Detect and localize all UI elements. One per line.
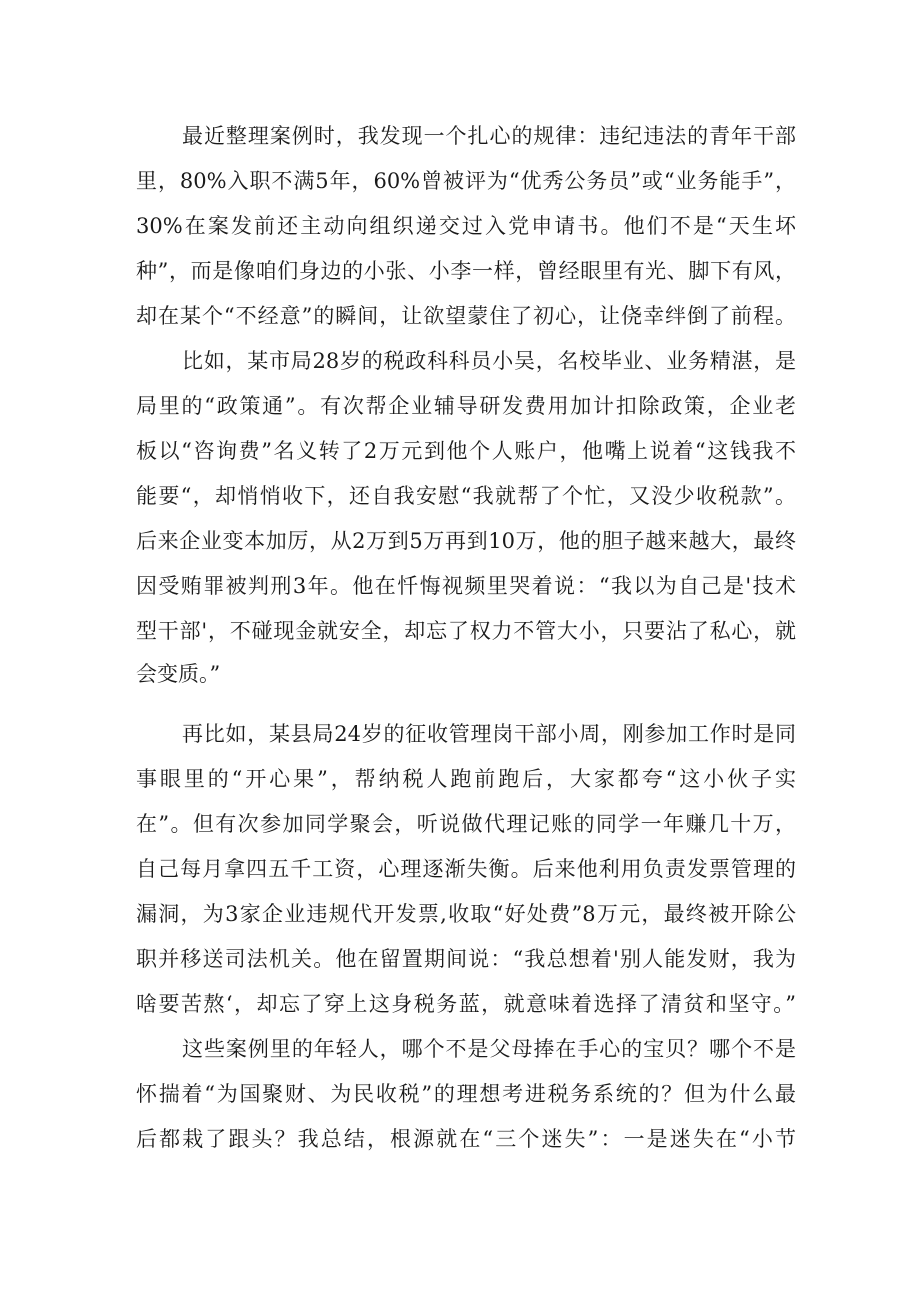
text-line: 局里的“政策通”。有次帮企业辅导研发费用加计扣除政策，企业老 [136, 394, 796, 418]
text-line: 再比如，某县局24岁的征收管理岗干部小周，刚参加工作时是同 [182, 722, 796, 746]
text-line: 漏洞，为3家企业违规代开发票,收取“好处费”8万元，最终被开除公 [136, 902, 796, 926]
text-line: 自己每月拿四五千工资，心理逐渐失衡。后来他利用负责发票管理的 [136, 857, 796, 881]
text-line: 比如，某市局28岁的税政科科员小吴，名校毕业、业务精湛，是 [182, 349, 796, 373]
text-line: 这些案例里的年轻人，哪个不是父母捧在手心的宝贝？哪个不是 [182, 1037, 796, 1061]
text-line: 板以“咨询费”名义转了2万元到他个人账户，他嘴上说着“这钱我不 [136, 439, 796, 463]
text-line: 里，80%入职不满5年，60%曾被评为“优秀公务员”或“业务能手”， [136, 169, 796, 193]
text-line: 种”，而是像咱们身边的小张、小李一样，曾经眼里有光、脚下有风， [136, 259, 796, 283]
text-line: 后都栽了跟头？我总结，根源就在“三个迷失”：一是迷失在“小节 [136, 1127, 796, 1151]
text-line: 事眼里的“开心果”，帮纳税人跑前跑后，大家都夸“这小伙子实 [136, 767, 796, 791]
text-line: 后来企业变本加厉，从2万到5万再到10万，他的胆子越来越大，最终 [136, 529, 796, 553]
text-line: 因受贿罪被判刑3年。他在忏悔视频里哭着说：“我以为自己是'技术 [136, 574, 796, 598]
text-line: 怀揣着“为国聚财、为民收税”的理想考进税务系统的？但为什么最 [136, 1082, 796, 1106]
text-line: 会变质。” [136, 662, 221, 686]
text-line: 啥要苦熬‘，却忘了穿上这身税务蓝，就意味着选择了清贫和坚守。” [136, 992, 796, 1016]
text-line: 能要“，却悄悄收下，还自我安慰“我就帮了个忙，又没少收税款”。 [136, 484, 796, 508]
text-line: 在”。但有次参加同学聚会，听说做代理记账的同学一年赚几十万， [136, 812, 796, 836]
text-line: 职并移送司法机关。他在留置期间说：“我总想着'别人能发财，我为 [136, 947, 796, 971]
text-line: 型干部'，不碰现金就安全，却忘了权力不管大小，只要沾了私心，就 [136, 619, 796, 643]
text-line: 30%在案发前还主动向组织递交过入党申请书。他们不是“天生坏 [136, 214, 796, 238]
text-line: 却在某个“不经意”的瞬间，让欲望蒙住了初心，让侥幸绊倒了前程。 [136, 304, 796, 328]
text-line: 最近整理案例时，我发现一个扎心的规律：违纪违法的青年干部 [182, 124, 796, 148]
